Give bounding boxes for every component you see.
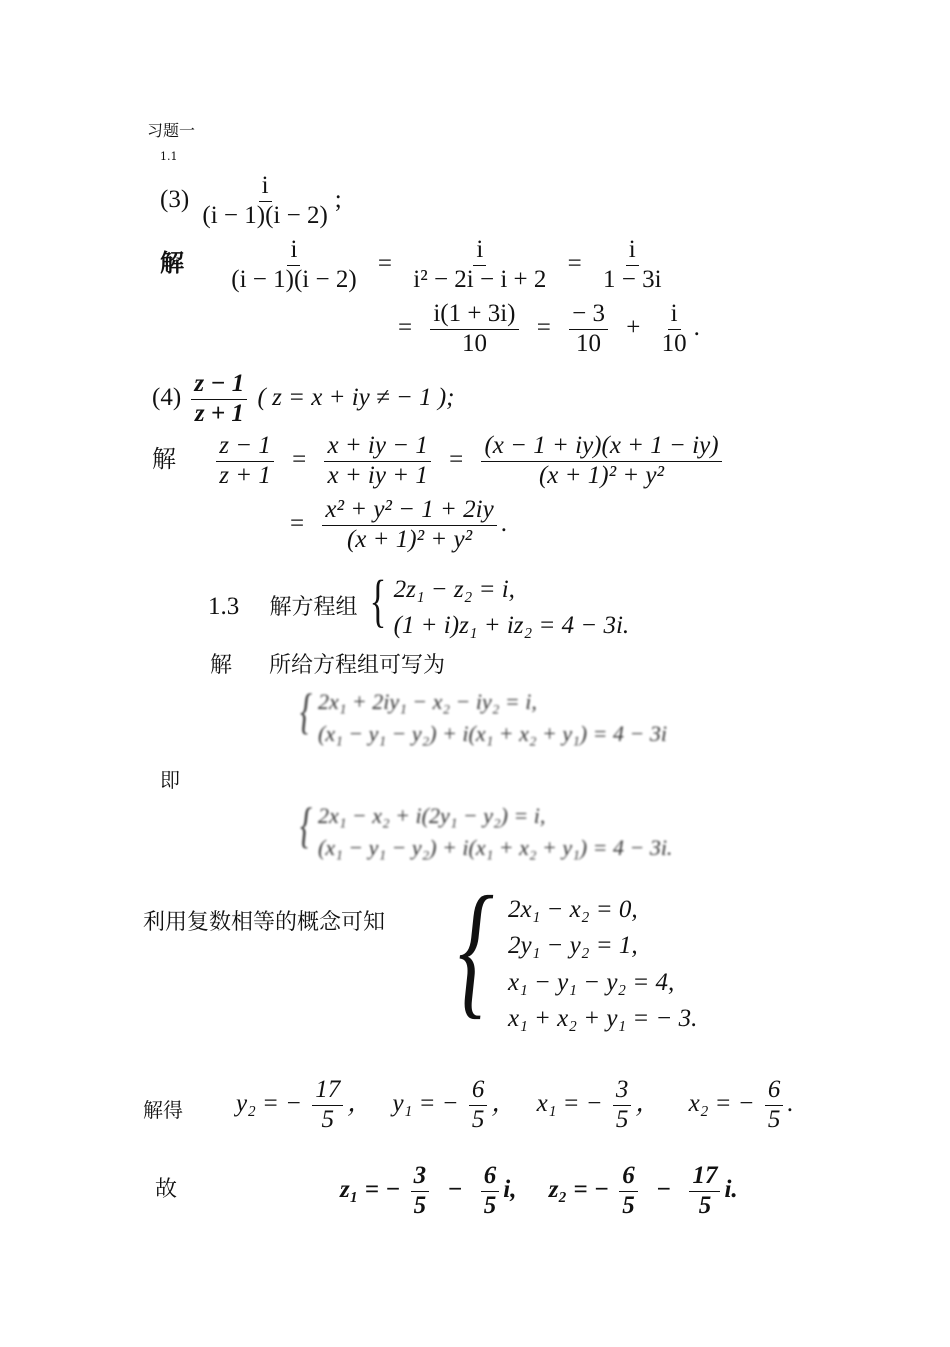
solve-label: 解 [152,444,176,473]
rewritten-system-1: { 2x₁ + 2iy₁ − x₂ − iy₂ = i, (x₁ − y₁ − y₂) + i(x₁ + x₂ + y₁) = 4 − 3i [300,683,667,746]
problem-4-label: (4) [152,383,182,411]
equation-system: { 2z₁ − z₂ = i, (1 + i)z₁ + iz₂ = 4 − 3i. [369,568,630,640]
problem-3-fraction: $\frac{i}{(i - 1)(i - 2)}$ [202,172,328,229]
solution-3-line1: 解 $\frac{i}{(i - 1)(i - 2)}$ = $\frac{i}{\text{i² − 2i − i + 2}}$ = $\frac{i}{1 - 3i}$ [160,236,662,293]
solve-label: 解 [160,248,184,277]
problem-3: (3) $\frac{i}{(i - 1)(i - 2)}$ ; [160,172,342,229]
problem-3-label: (3) [160,185,190,213]
result-values: y₂ = − $\frac{17}{5}$ ， y₁ = − $\frac{6}{5}$ ， x₁ = − $\frac{3}{5}$ ， x₂ = − $\frac{6}{5}$ . [236,1076,794,1133]
subsection-number: 1.1 [160,150,178,163]
rewritten-system-2: { 2x₁ − x₂ + i(2y₁ − y₂) = i, (x₁ − y₁ − y₂) + i(x₁ + x₂ + y₁) = 4 − 3i. [300,797,673,860]
ji-label: 即 [160,768,180,792]
problem-4-condition: ( z = x + iy ≠ − 1 ); [257,383,455,411]
final-answer: z₁ = − $\frac{3}{5}$ − $\frac{6}{5}$ i, z₂ = − $\frac{6}{5}$ − $\frac{17}{5}$ i. [340,1162,738,1219]
solution-4-line1: 解 $\frac{z - 1}{z + 1}$ = $\frac{x + iy - 1}{x + iy + 1}$ = $\frac{(x - 1 + iy)(x + 1 - iy)}{\text{(x + 1)² + y²}}$ [152,432,726,491]
real-system: { 2x₁ − x₂ = 0, 2y₁ − y₂ = 1, x₁ − y₁ − y₂ = 4, x₁ + x₂ + y₁ = − 3. [458,866,698,1032]
solution-4-line2: = $\frac{\text{x² + y² − 1 + 2iy}}{\text{(x + 1)² + y²}}$ . [290,496,507,553]
solution-3-line2: = $\frac{i(1 + 3i)}{10}$ = $\frac{- 3}{10}$ + $\frac{i}{10}$ . [398,300,700,357]
result-label: 解得 [143,1098,183,1122]
final-label: 故 [155,1177,178,1202]
problem-1-3: 1.3 解方程组 { 2z₁ − z₂ = i, (1 + i)z₁ + iz₂ = 4 − 3i. [208,572,629,645]
problem-1-3-label: 1.3 [208,592,240,620]
problem-4: (4) $\frac{z - 1}{z + 1}$ ( z = x + iy ≠ − 1 ); [152,370,455,427]
solution-1-3-intro: 解 所给方程组可写为 [210,653,446,678]
page-title: 习题一 [147,121,196,140]
concept-text: 利用复数相等的概念可知 [143,910,386,935]
